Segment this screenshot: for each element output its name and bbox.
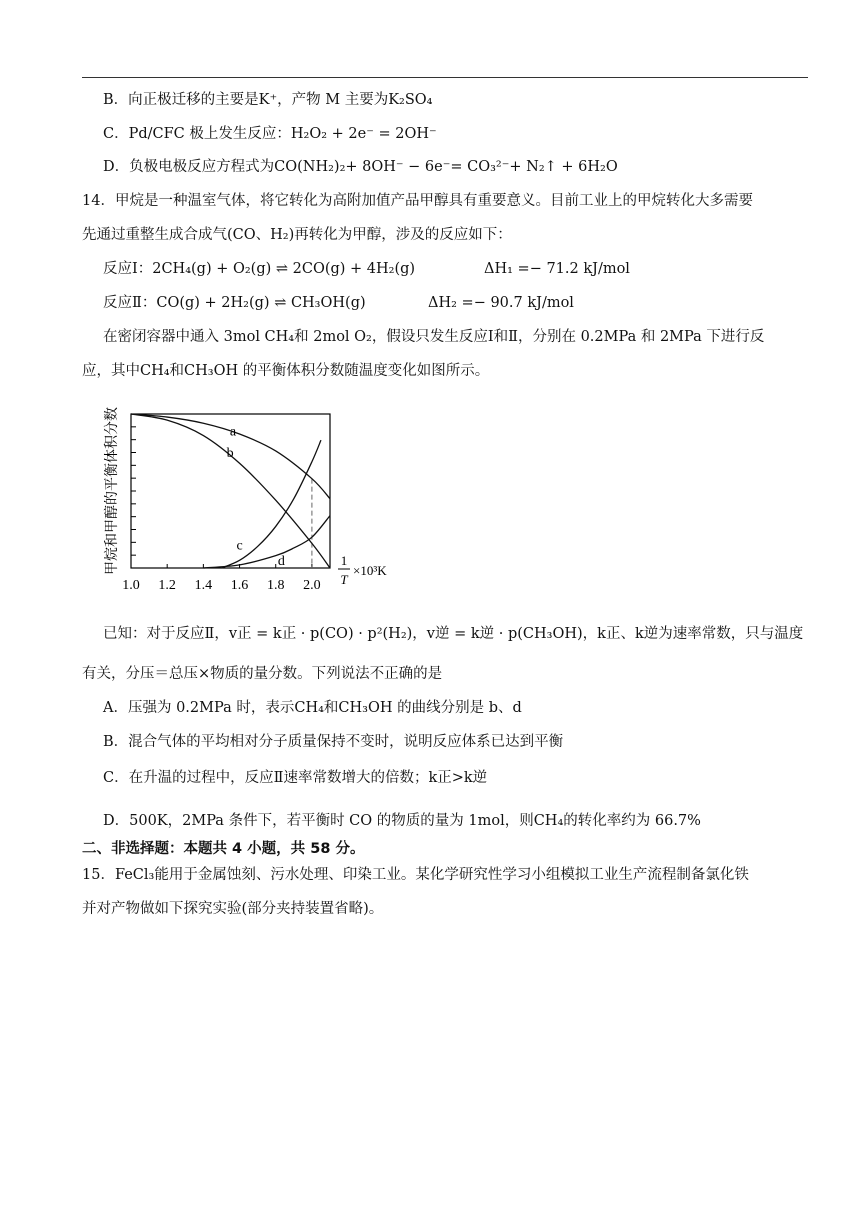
x-label-unit: ×10³K — [353, 563, 387, 578]
reaction-2: 反应Ⅱ：CO(g) + 2H₂(g) ⇌ CH₃OH(g) — [103, 295, 366, 311]
reaction-1-enthalpy: ΔH₁ =− 71.2 kJ/mol — [484, 261, 630, 277]
series-label-c: c — [236, 538, 243, 554]
reaction-2-enthalpy: ΔH₂ =− 90.7 kJ/mol — [428, 295, 574, 311]
q14-option-b: B．混合气体的平均相对分子质量保持不变时，说明反应体系已达到平衡 — [103, 734, 564, 750]
x-tick-label: 2.0 — [303, 578, 321, 593]
x-tick-label: 1.6 — [230, 578, 249, 593]
x-label-numerator: 1 — [340, 553, 348, 568]
q13-option-c: C．Pd/CFC 极上发生反应：H₂O₂ + 2e⁻ = 2OH⁻ — [103, 126, 437, 142]
x-tick-label: 1.0 — [122, 578, 140, 593]
q13-option-b: B．向正极迁移的主要是K⁺，产物 M 主要为K₂SO₄ — [103, 92, 433, 108]
equilibrium-chart — [100, 394, 400, 600]
known-line1: 已知：对于反应Ⅱ，v正 = k正 · p(CO) · p²(H₂)，v逆 = k逆 · p(CH₃OH)，k正、k逆为速率常数，只与温度 — [103, 626, 804, 642]
q14-stem-line2: 先通过重整生成合成气(CO、H₂)再转化为甲醇，涉及的反应如下： — [82, 227, 512, 243]
reaction-1: 反应Ⅰ：2CH₄(g) + O₂(g) ⇌ 2CO(g) + 4H₂(g) — [103, 261, 416, 277]
q14-option-c: C．在升温的过程中，反应Ⅱ速率常数增大的倍数；k正>k逆 — [103, 770, 488, 786]
x-label-denominator: T — [340, 572, 348, 587]
section-2-heading: 二、非选择题：本题共 4 小题，共 58 分。 — [82, 841, 365, 857]
q14-stem-line3: 在密闭容器中通入 3mol CH₄和 2mol O₂，假设只发生反应Ⅰ和Ⅱ，分别在 0.2MPa 和 2MPa 下进行反 — [103, 329, 765, 345]
q14-stem-line4: 应，其中CH₄和CH₃OH 的平衡体积分数随温度变化如图所示。 — [82, 363, 490, 379]
x-tick-label: 1.4 — [194, 578, 213, 593]
q14-stem-line1: 14．甲烷是一种温室气体，将它转化为高附加值产品甲醇具有重要意义。目前工业上的甲烷转化大多需要 — [82, 193, 753, 209]
series-label-b: b — [226, 446, 234, 462]
q15-stem-line1: 15．FeCl₃能用于金属蚀刻、污水处理、印染工业。某化学研究性学习小组模拟工业生产流程制备氯化铁 — [82, 867, 749, 883]
top-rule — [82, 77, 808, 78]
series-label-a: a — [229, 424, 237, 440]
q14-option-d: D．500K，2MPa 条件下，若平衡时 CO 的物质的量为 1mol，则CH₄的转化率约为 66.7% — [103, 813, 701, 829]
chart-axes — [103, 407, 387, 593]
y-axis-label: 甲烷和甲醇的平衡体积分数 — [105, 407, 120, 575]
x-tick-label: 1.2 — [158, 578, 176, 593]
q13-option-d: D．负极电极反应方程式为CO(NH₂)₂+ 8OH⁻ − 6e⁻= CO₃²⁻+ N₂↑ + 6H₂O — [103, 159, 618, 175]
q15-stem-line2: 并对产物做如下探究实验(部分夹持装置省略)。 — [82, 901, 384, 917]
chart-plot — [131, 414, 330, 569]
q14-option-a: A．压强为 0.2MPa 时，表示CH₄和CH₃OH 的曲线分别是 b、d — [103, 700, 522, 716]
x-tick-label: 1.8 — [266, 578, 285, 593]
series-label-d: d — [277, 553, 285, 569]
known-line2: 有关，分压＝总压×物质的量分数。下列说法不正确的是 — [82, 666, 443, 682]
